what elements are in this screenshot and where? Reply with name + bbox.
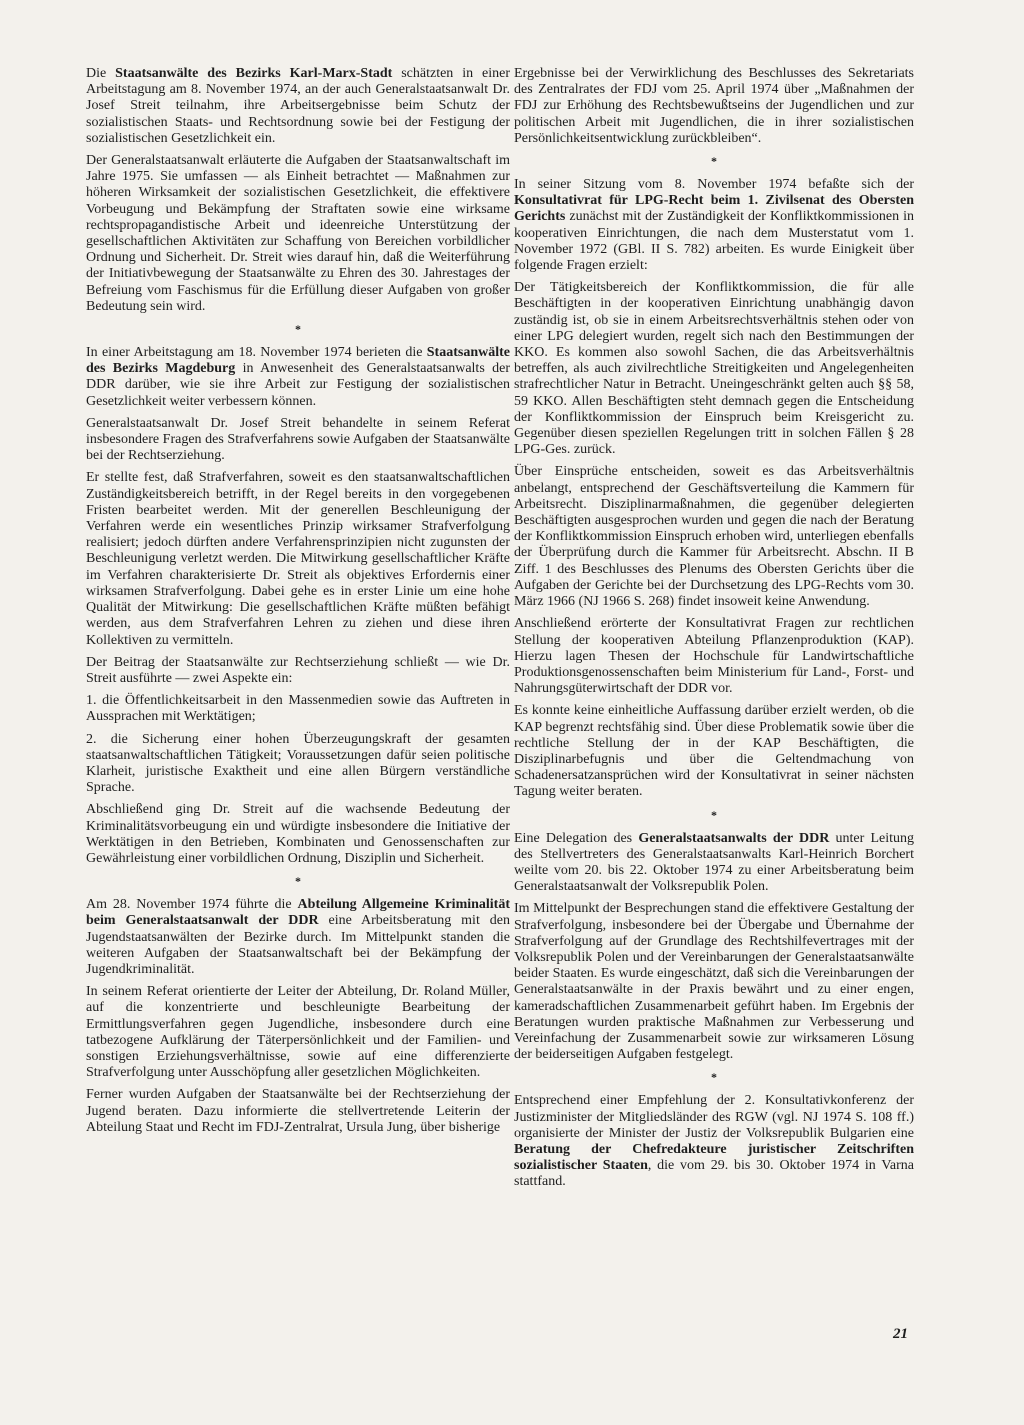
right-column — [514, 66, 914, 1197]
paragraph: Er stellte fest, daß Strafverfahren, soweit es den staatsanwaltschaftlichen Zuständigkeitsbereich betrifft, in der Regel bereits in den vorgegebenen Fristen bearbeitet werden. Mit der generellen Beschleunigung der Verfahren werde ein wesentliches Prinzip wirksamer Strafverfolgung realisiert; jedoch dürften andere Verfahrensprinzipien nicht zugunsten der Beschleunigung verletzt werden. Die Mitwirkung gesellschaftlicher Kräfte im Verfahren charakterisierte Dr. Streit als objektives Erfordernis einer wirksamen Strafverfolgung. Dabei gehe es in erster Linie um eine hohe Qualität der Mitwirkung: Die gesellschaftlichen Kräfte müßten befähigt werden, aus dem Strafverfahren Lehren zu ziehen und diese ihren Kollektiven zu vermitteln. — [86, 470, 510, 648]
list-item: 2. die Sicherung einer hohen Überzeugungskraft der gesamten staatsanwaltschaftlichen Tätigkeit; Voraussetzungen dafür seien politische Klarheit, juristische Exaktheit und eine allen Bürgern verständliche Sprache. — [86, 731, 510, 796]
section-separator: * — [711, 154, 717, 169]
left-column — [86, 66, 510, 1142]
highlighted-phrase: Staatsanwälte des Bezirks Magdeburg — [86, 345, 510, 377]
paragraph: Ergebnisse bei der Verwirklichung des Beschlusses des Sekretariats des Zentralrates der FDJ vom 25. April 1974 über „Maßnahmen der FDJ zur Erhöhung des Rechtsbewußtseins der Jugendlichen und zur politischen Arbeit mit Jugendlichen, die in ihrer sozialistischen Persönlichkeitsentwicklung zurückbleiben“. — [514, 66, 914, 146]
highlighted-phrase: Konsultativrat für LPG-Recht beim 1. Zivilsenat des Obersten Gerichts — [514, 193, 914, 225]
section-separator: * — [711, 1070, 717, 1085]
paragraph: Der Beitrag der Staatsanwälte zur Rechtserziehung schließt — wie Dr. Streit ausführte — zwei Aspekte ein: — [86, 654, 510, 686]
highlighted-phrase: Beratung der Chefredakteure juristischer Zeitschriften sozialistischer Staaten — [514, 1141, 914, 1174]
paragraph: Generalstaatsanwalt Dr. Josef Streit behandelte in seinem Referat insbesondere Fragen des Strafverfahrens sowie Aufgaben der Staatsanwälte bei der Rechtserziehung. — [86, 415, 510, 464]
section-separator: * — [295, 874, 301, 889]
paragraph: Der Generalstaatsanwalt erläuterte die Aufgaben der Staatsanwaltschaft im Jahre 1975. Sie umfassen — als Einheit betrachtet — Maßnahmen zur höheren Wirksamkeit der sozialistischen Gesetzlichkeit, die effektivere Vorbeugung und Bekämpfung der Straftaten sowie eine wirksame rechtspropagandistische Arbeit und ideenreiche Unterstützung der gesellschaftlichen Aktivitäten zur Schaffung von Bereichen vorbildlicher Ordnung und Sicherheit. Dr. Streit wies darauf hin, daß die Weiterführung der Initiativbewegung der Staatsanwälte zu Ehren des 30. Jahrestages der Befreiung vom Faschismus für die Erfüllung dieser Aufgaben von großer Bedeutung sein wird. — [86, 153, 510, 314]
highlighted-phrase: Staatsanwälte des Bezirks Karl-Marx-Stadt — [115, 66, 393, 81]
highlighted-phrase: Abteilung Allgemeine Kriminalität beim Generalstaatsanwalt der DDR — [86, 897, 511, 929]
paragraph: Der Tätigkeitsbereich der Konfliktkommission, die für alle Beschäftigten in der kooperativen Einrichtung unabhängig davon zuständig ist, ob sie in einem Arbeitsrechtsverhältnis stehen oder von einer LPG delegiert wurden, regelt sich nach den Bestimmungen der KKO. Es kommen also sowohl Sachen, die das Arbeitsverhältnis betreffen, als auch zivilrechtliche Streitigkeiten und Angelegenheiten strafrechtlicher Natur in Betracht. Uneingeschränkt gelten auch §§ 58, 59 KKO. Allen Beschäftigten steht demnach gegen die Entscheidung der Konfliktkommission der Einspruch beim Kreisgericht zu. Gegenüber diesen speziellen Regelungen tritt in solchen Fällen § 28 LPG-Ges. zurück. — [514, 280, 914, 458]
paragraph: Die Staatsanwälte des Bezirks Karl-Marx-Stadt schätzten in einer Arbeitstagung am 8. November 1974, an der auch Generalstaatsanwalt Dr. Josef Streit teilnahm, ihre Arbeitsergebnisse beim Schutz der sozialistischen Staats- und Rechtsordnung sowie bei der Festigung der sozialistischen Gesetzlichkeit ein. — [86, 66, 511, 146]
paragraph: In seiner Sitzung vom 8. November 1974 befaßte sich der Konsultativrat für LPG-Recht beim 1. Zivilsenat des Obersten Gerichts zunächst mit der Zuständigkeit der Konfliktkommissionen in kooperativen Einrichtungen, die nach dem Musterstatut vom 1. November 1972 (GBl. II S. 782) arbeiten. Es wurde Einigkeit über folgende Fragen erzielt: — [514, 177, 914, 274]
paragraph: Ferner wurden Aufgaben der Staatsanwälte bei der Rechtserziehung der Jugend beraten. Dazu informierte die stellvertretende Leiterin der Abteilung Staat und Recht im FDJ-Zentralrat, Ursula Jung, über bisherige — [86, 1087, 510, 1135]
highlighted-phrase: Generalstaatsanwalts der DDR — [638, 830, 830, 846]
paragraph: Es konnte keine einheitliche Auffassung darüber erzielt werden, ob die KAP begrenzt rechtsfähig sind. Über diese Problematik sowie über die rechtliche Stellung der in der KAP Beschäftigten, die Disziplinarbefugnis und über die Geltendmachung von Schadenersatzansprüchen wird der Konsultativrat in seiner nächsten Tagung weiter beraten. — [514, 703, 914, 800]
page-number: 21 — [893, 1326, 908, 1342]
list-item: 1. die Öffentlichkeitsarbeit in den Massenmedien sowie das Auftreten in Aussprachen mit Werktätigen; — [86, 693, 510, 725]
paragraph: Eine Delegation des Generalstaatsanwalts der DDR unter Leitung des Stellvertreters des Generalstaatsanwalts Karl-Heinrich Borchert weilte vom 20. bis 22. Oktober 1974 zu einer Arbeitsberatung beim Generalstaatsanwalt der Volksrepublik Polen. — [514, 830, 914, 895]
paragraph: Anschließend erörterte der Konsultativrat Fragen zur rechtlichen Stellung der kooperativen Abteilung Pflanzenproduktion (KAP). Hierzu lagen Thesen der Hochschule für Landwirtschaftliche Produktionsgenossenschaften beim Ministerium für Land-, Forst- und Nahrungsgüterwirtschaft der DDR vor. — [514, 616, 914, 697]
section-separator: * — [295, 322, 301, 337]
section-separator: * — [711, 807, 717, 822]
paragraph: In einer Arbeitstagung am 18. November 1974 berieten die Staatsanwälte des Bezirks Magdeburg in Anwesenheit des Generalstaatsanwalts der DDR darüber, wie sie ihre Arbeit zur Festigung der sozialistischen Gesetzlichkeit weiter verbessern können. — [86, 345, 510, 409]
paragraph: Im Mittelpunkt der Besprechungen stand die effektivere Gestaltung der Strafverfolgung, insbesondere bei der Übergabe und Übernahme der Strafverfolgung auf der Grundlage des Rechtshilfevertrages mit der Volksrepublik Polen und der Vereinbarungen der Generalstaatsanwälte beider Staaten. Es wurde eingeschätzt, daß sich die Vereinbarungen der Generalstaatsanwälte in der Praxis bewährt und zu einer engen, kameradschaftlichen Zusammenarbeit geführt haben. Im Ergebnis der Beratungen wurden praktische Maßnahmen zur Verbesserung und Vereinfachung der Zusammenarbeit sowie zur wirksameren Lösung der beiderseitigen Aufgaben festgelegt. — [514, 901, 914, 1063]
paragraph: Über Einsprüche entscheiden, soweit es das Arbeitsverhältnis anbelangt, entsprechend der Geschäftsverteilung die Kammern für Arbeitsrecht. Disziplinarmaßnahmen, die gegenüber delegierten Beschäftigten ausgesprochen wurden und gegen die nach der Beratung der Konfliktkommission Einspruch erhoben wird, unterliegen ebenfalls der Überprüfung durch die Kammer für Arbeitsrecht. Abschn. II B Ziff. 1 des Beschlusses des Plenums des Obersten Gerichts über die Aufgaben der Gerichte bei der Durchsetzung des LPG-Rechts vom 30. März 1966 (NJ 1966 S. 268) findet insoweit keine Anwendung. — [514, 464, 914, 610]
paragraph: In seinem Referat orientierte der Leiter der Abteilung, Dr. Roland Müller, auf die konzentrierte und beschleunigte Bearbeitung der Ermittlungsverfahren gegen Jugendliche, insbesondere durch eine tatbezogene Aufklärung der Täterpersönlichkeit und der Familien- und sonstigen Erziehungsverhältnisse, sowie auf eine differenzierte Strafverfolgung unter Ausschöpfung aller gesetzlichen Möglichkeiten. — [86, 984, 510, 1081]
paragraph: Abschließend ging Dr. Streit auf die wachsende Bedeutung der Kriminalitätsvorbeugung ein und würdigte insbesondere die Initiative der Werktätigen in den Betrieben, Kombinaten und Genossenschaften zur Gewährleistung einer vorbildlichen Ordnung, Disziplin und Sicherheit. — [86, 802, 510, 866]
paragraph: Entsprechend einer Empfehlung der 2. Konsultativkonferenz der Justizminister der Mitgliedsländer des RGW (vgl. NJ 1974 S. 108 ff.) organisierte der Minister der Justiz der Volksrepublik Bulgarien eine Beratung der Chefredakteure juristischer Zeitschriften sozialistischer Staaten, die vom 29. bis 30. Oktober 1974 in Varna stattfand. — [514, 1093, 914, 1190]
paragraph: Am 28. November 1974 führte die Abteilung Allgemeine Kriminalität beim Generalstaatsanwalt der DDR eine Arbeitsberatung mit den Jugendstaatsanwälten der Bezirke durch. Im Mittelpunkt standen die weiteren Aufgaben der Staatsanwaltschaft bei der Bekämpfung der Jugendkriminalität. — [86, 897, 511, 977]
